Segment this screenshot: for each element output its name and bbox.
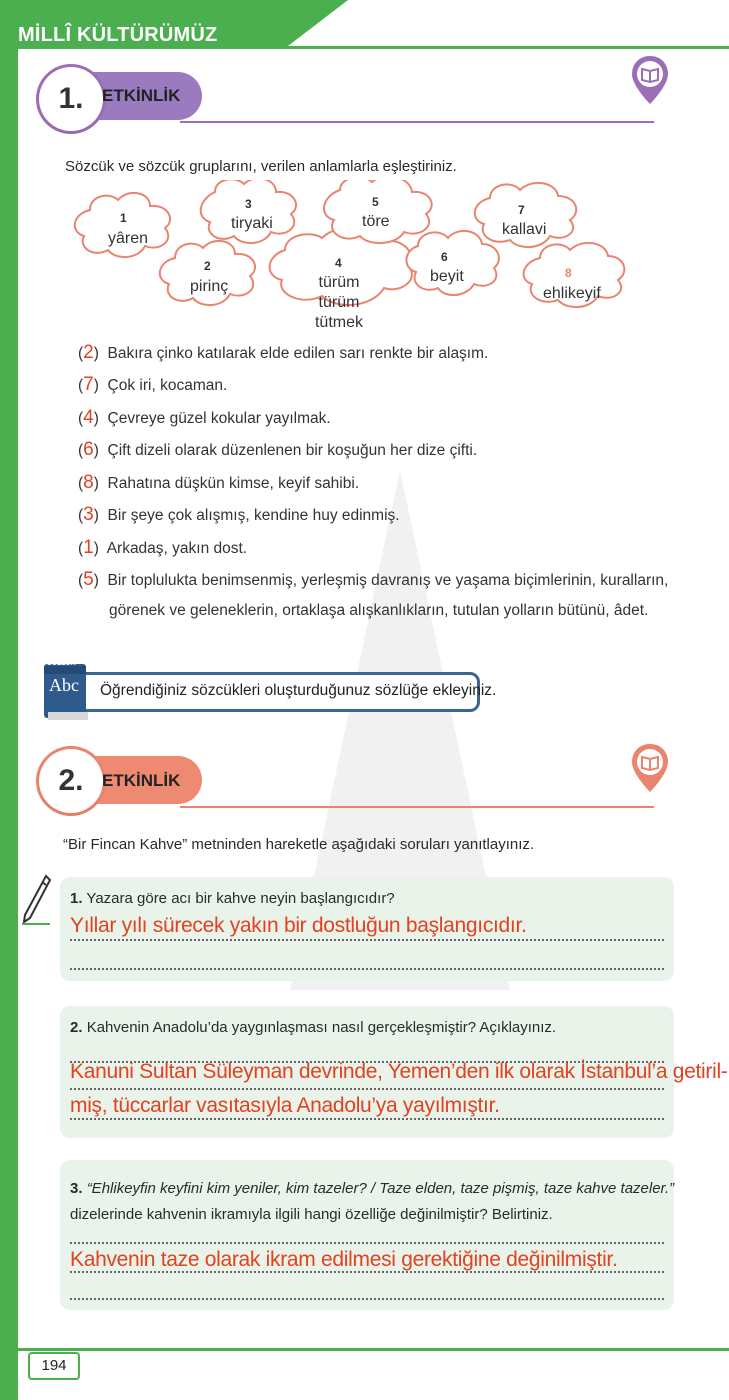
match-answer: 5: [83, 569, 94, 590]
activity-1-number: 1.: [43, 71, 99, 127]
cloud-5-word: töre: [362, 213, 390, 230]
match-answer: 7: [83, 374, 94, 395]
match-row: (6) Çift dizeli olarak düzenlenen bir koşuğun her dize çifti.: [78, 439, 478, 460]
question-3-quote: “Ehlikeyfin keyfini kim yeniler, kim tazeler? / Taze elden, taze pişmiş, taze kahve tazeler.”: [86, 1180, 675, 1197]
book-pin-icon: [630, 742, 670, 794]
question-3-num: 3.: [70, 1180, 83, 1197]
question-1-text: [70, 890, 395, 907]
cloud-7-word: kallavi: [502, 221, 547, 238]
answer-line: [70, 1118, 664, 1120]
match-answer: 8: [83, 472, 94, 493]
match-row: (8) Rahatına düşkün kimse, keyif sahibi.: [78, 472, 360, 493]
cloud-5: [324, 180, 432, 243]
match-text: Çok iri, kocaman.: [107, 377, 228, 394]
match-text: Rahatına düşkün kimse, keyif sahibi.: [107, 475, 360, 492]
question-3-prompt: dizelerinde kahvenin ikramıyla ilgili hangi özelliğe değinilmiştir? Belirtiniz.: [70, 1206, 553, 1223]
question-1-num: 1.: [70, 890, 83, 907]
activity-2-instruction: “Bir Fincan Kahve” metninden hareketle aşağıdaki soruları yanıtlayınız.: [63, 836, 535, 853]
answer-line: [70, 968, 664, 970]
activity-2-rule: [180, 806, 654, 808]
match-row: (5) Bir toplulukta benimsenmiş, yerleşmiş davranış ve yaşama biçimlerinin, kuralların,: [78, 569, 669, 590]
cloud-2-num: 2: [204, 259, 211, 273]
cloud-2-word: pirinç: [190, 278, 229, 295]
cloud-3-num: 3: [245, 197, 252, 211]
activity-2-label: ETKİNLİK: [102, 771, 181, 790]
section-title: MİLLÎ KÜLTÜRÜMÜZ: [18, 24, 218, 46]
cloud-4-word: türüm türüm tütmek: [314, 274, 363, 331]
activity-2-number: 2.: [43, 753, 99, 809]
question-3-answer[interactable]: Kahvenin taze olarak ikram edilmesi gerektiğine değinilmiştir.: [70, 1248, 618, 1271]
cloud-6-num: 6: [441, 250, 448, 264]
bottom-rule: [18, 1348, 729, 1351]
match-answer: 1: [83, 537, 94, 558]
match-text: Bir toplulukta benimsenmiş, yerleşmiş davranış ve yaşama biçimlerinin, kuralların,: [107, 572, 669, 589]
match-row: (3) Bir şeye çok alışmış, kendine huy edinmiş.: [78, 504, 400, 525]
cloud-3: [201, 180, 296, 243]
dictionary-icon-text: Abc: [49, 675, 79, 695]
match-answer: 3: [83, 504, 94, 525]
match-answer: 4: [83, 407, 94, 428]
question-2-prompt: Kahvenin Anadolu’da yaygınlaşması nasıl gerçekleşmiştir? Açıklayınız.: [86, 1019, 557, 1036]
cloud-4-num: 4: [335, 256, 342, 270]
question-1-answer[interactable]: Yıllar yılı sürecek yakın bir dostluğun başlangıcıdır.: [70, 914, 527, 937]
answer-line: [70, 1298, 664, 1300]
dictionary-icon-label: SÖZLÜK: [47, 660, 76, 667]
cloud-8-num: 8: [565, 266, 572, 280]
question-2-answer-line-2[interactable]: miş, tüccarlar vasıtasıyla Anadolu’ya yayılmıştır.: [70, 1094, 500, 1117]
pencil-icon: [20, 874, 52, 928]
activity-1-rule: [180, 121, 654, 123]
cloud-1-word: yâren: [108, 230, 149, 247]
page-number: 194: [28, 1352, 80, 1380]
dictionary-note-text: Öğrendiğiniz sözcükleri oluşturduğunuz sözlüğe ekleyiniz.: [100, 682, 497, 699]
question-3-text: [70, 1180, 674, 1197]
match-row: (4) Çevreye güzel kokular yayılmak.: [78, 407, 331, 428]
question-2-text: [70, 1019, 556, 1036]
match-row: (2) Bakıra çinko katılarak elde edilen sarı renkte bir alaşım.: [78, 342, 489, 363]
question-2-num: 2.: [70, 1019, 83, 1036]
cloud-3-word: tiryaki: [231, 215, 273, 232]
book-pin-icon: [630, 54, 670, 106]
match-text: Bir şeye çok alışmış, kendine huy edinmiş.: [107, 507, 400, 524]
cloud-5-num: 5: [372, 195, 379, 209]
match-text: Arkadaş, yakın dost.: [106, 540, 248, 557]
answer-line: [70, 939, 664, 941]
activity-1-instruction: Sözcük ve sözcük gruplarını, verilen anlamlarla eşleştiriniz.: [65, 158, 457, 175]
answer-line: [70, 1088, 664, 1090]
match-text: Bakıra çinko katılarak elde edilen sarı renkte bir alaşım.: [107, 345, 489, 362]
cloud-7-num: 7: [518, 203, 525, 217]
activity-1-label: ETKİNLİK: [102, 86, 181, 105]
answer-line: [70, 1242, 664, 1244]
cloud-1-num: 1: [120, 211, 127, 225]
match-answer: 2: [83, 342, 94, 363]
match-answer: 6: [83, 439, 94, 460]
match-text: Çevreye güzel kokular yayılmak.: [107, 410, 331, 427]
question-1-prompt: Yazara göre acı bir kahve neyin başlangıcıdır?: [86, 890, 395, 907]
cloud-6-word: beyit: [430, 268, 464, 285]
match-text: Çift dizeli olarak düzenlenen bir koşuğun her dize çifti.: [107, 442, 478, 459]
match-row: (7) Çok iri, kocaman.: [78, 374, 228, 395]
match-text-continued: görenek ve geleneklerin, ortaklaşa alışkanlıkların, tutulan yolların bütünü, âdet.: [109, 602, 649, 619]
question-2-answer-line-1[interactable]: Kanuni Sultan Süleyman devrinde, Yemen’den ilk olarak İstanbul’a getiril-: [70, 1060, 728, 1083]
answer-line: [70, 1271, 664, 1273]
match-row: (1) Arkadaş, yakın dost.: [78, 537, 248, 558]
cloud-8-word: ehlikeyif: [543, 285, 601, 302]
